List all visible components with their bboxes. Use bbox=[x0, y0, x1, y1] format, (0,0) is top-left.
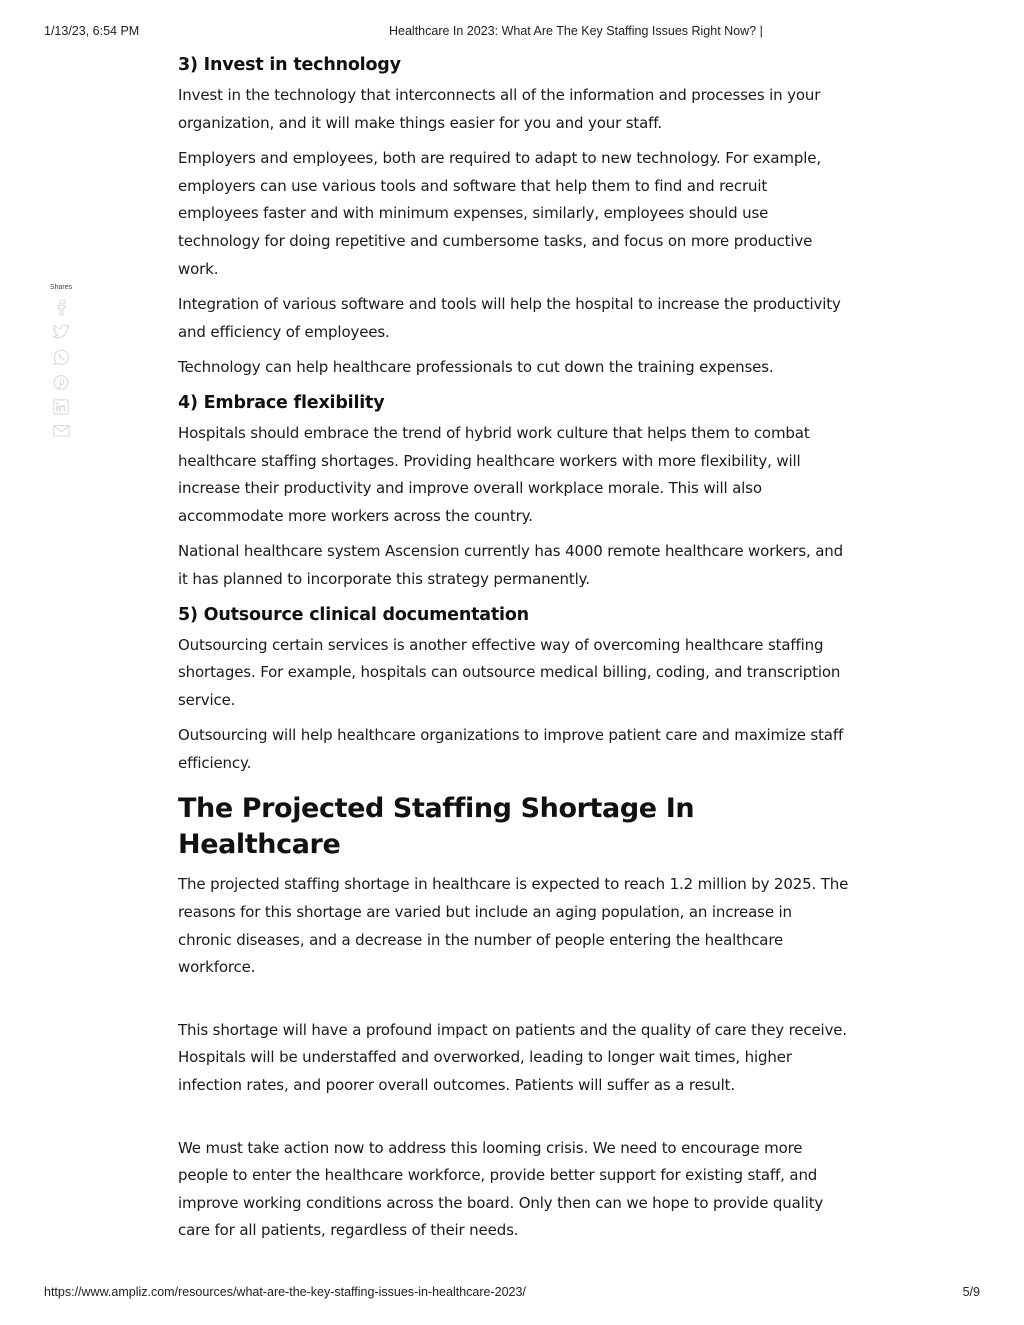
linkedin-icon[interactable] bbox=[44, 399, 78, 416]
print-url: https://www.ampliz.com/resources/what-are-the-key-staffing-issues-in-healthcare-2023/ bbox=[44, 1285, 526, 1299]
paragraph: We must take action now to address this looming crisis. We need to encourage more people to enter the healthcare workforce, provide better support for existing staff, and improve working conditions across the board. Only then can we hope to provide quality care for all patients, regardless of their needs. bbox=[178, 1138, 824, 1240]
paragraph: Technology can help healthcare professionals to cut down the training expenses. bbox=[178, 358, 774, 377]
section-heading-projected-shortage: The Projected Staffing Shortage In Healthcare bbox=[178, 793, 695, 861]
article-body bbox=[178, 46, 850, 1253]
whatsapp-icon[interactable] bbox=[44, 349, 78, 366]
paragraph: Hospitals should embrace the trend of hybrid work culture that helps them to combat healthcare staffing shortages. Providing healthcare workers with more flexibility, will increase their productivity and improve overall workplace morale. This will also accommodate more workers across the country. bbox=[178, 423, 810, 525]
print-page-title: Healthcare In 2023: What Are The Key Staffing Issues Right Now? | bbox=[389, 24, 763, 38]
section-heading-invest-technology: 3) Invest in technology bbox=[178, 55, 401, 75]
share-sidebar bbox=[44, 284, 78, 449]
print-datetime: 1/13/23, 6:54 PM bbox=[44, 24, 140, 38]
paragraph: This shortage will have a profound impact on patients and the quality of care they receive. Hospitals will be understaffed and overworked, leading to longer wait times, higher infection rates, and poorer overall outcomes. Patients will suffer as a result. bbox=[178, 1020, 847, 1095]
section-heading-embrace-flexibility: 4) Embrace flexibility bbox=[178, 392, 385, 413]
shares-label: Shares bbox=[49, 284, 73, 291]
print-header bbox=[0, 24, 1024, 42]
email-icon[interactable] bbox=[44, 424, 78, 441]
paragraph: Invest in the technology that interconnects all of the information and processes in your organization, and it will make things easier for you and your staff. bbox=[178, 86, 821, 132]
paragraph: Integration of various software and tools will help the hospital to increase the productivity and efficiency of employees. bbox=[178, 295, 841, 341]
paragraph: Outsourcing certain services is another effective way of overcoming healthcare staffing shortages. For example, hospitals can outsource medical billing, coding, and transcription service. bbox=[178, 635, 841, 709]
print-page-number: 5/9 bbox=[962, 1285, 980, 1299]
paragraph: National healthcare system Ascension currently has 4000 remote healthcare workers, and it has planned to incorporate this strategy permanently. bbox=[178, 542, 843, 588]
twitter-icon[interactable] bbox=[44, 324, 78, 341]
facebook-icon[interactable] bbox=[44, 299, 78, 316]
paragraph-spacer bbox=[178, 1108, 850, 1135]
paragraph: The projected staffing shortage in healthcare is expected to reach 1.2 million by 2025. The reasons for this shortage are varied but include an aging population, an increase in chronic diseases, and a decrease in the number of people entering the healthcare workforce. bbox=[178, 875, 849, 977]
paragraph: Outsourcing will help healthcare organizations to improve patient care and maximize staff efficiency. bbox=[178, 726, 844, 772]
print-footer bbox=[0, 1285, 1024, 1303]
pinterest-icon[interactable] bbox=[44, 374, 78, 391]
paragraph-spacer bbox=[178, 990, 850, 1017]
paragraph: Employers and employees, both are required to adapt to new technology. For example, employers can use various tools and software that help them to find and recruit employees faster and with minimum expenses, similarly, employees should use technology for doing repetitive and cumbersome tasks, and focus on more productive work. bbox=[178, 149, 821, 278]
section-heading-outsource-documentation: 5) Outsource clinical documentation bbox=[178, 604, 529, 625]
